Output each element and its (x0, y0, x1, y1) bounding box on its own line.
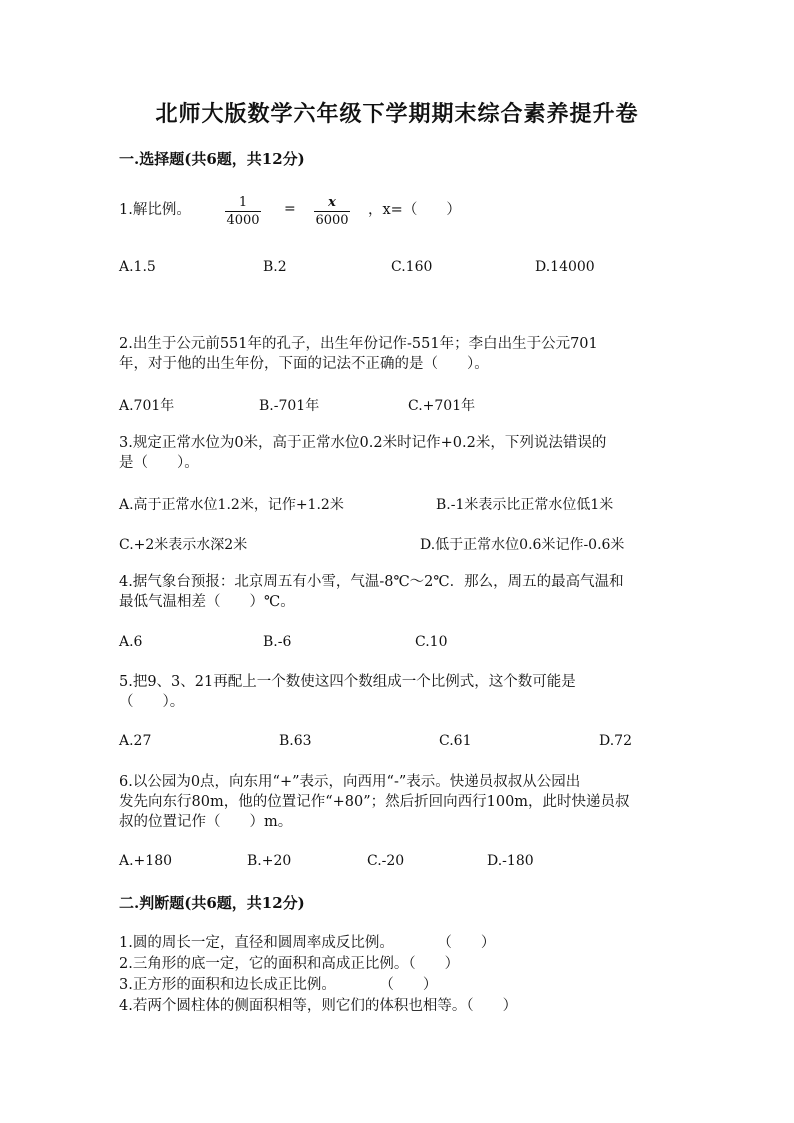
q5-line2: （ ）。 (119, 694, 185, 710)
section-heading-choice: 一.选择题(共6题，共12分) (119, 150, 305, 168)
q1-frac-right-num: x (328, 195, 336, 210)
q6-option-d[interactable]: D.-180 (487, 853, 534, 869)
q3-option-b[interactable]: B.-1米表示比正常水位低1米 (436, 497, 614, 513)
q4-option-b[interactable]: B.-6 (263, 634, 292, 650)
q3-option-d[interactable]: D.低于正常水位0.6米记作-0.6米 (420, 537, 625, 553)
judge-item-1: 1.圆的周长一定，直径和圆周率成反比例。 （ ） (119, 935, 496, 951)
page-title: 北师大版数学六年级下学期期末综合素养提升卷 (155, 101, 639, 127)
q5-option-d[interactable]: D.72 (599, 733, 632, 749)
q4-line1: 4.据气象台预报：北京周五有小雪，气温-8℃～2℃．那么，周五的最高气温和 (119, 574, 624, 590)
judge-item-3: 3.正方形的面积和边长成正比例。 （ ） (119, 977, 438, 993)
q1-option-c[interactable]: C.160 (391, 259, 433, 275)
q1-option-a[interactable]: A.1.5 (119, 259, 156, 275)
q6-option-b[interactable]: B.+20 (247, 853, 292, 869)
q3-option-c[interactable]: C.+2米表示水深2米 (119, 537, 248, 553)
judge-item-4: 4.若两个圆柱体的侧面积相等，则它们的体积也相等。（ ） (119, 998, 518, 1014)
q1-prefix: 1.解比例。 (119, 202, 191, 218)
q1-equals: = (284, 201, 296, 217)
section-heading-judgment: 二.判断题(共6题，共12分) (119, 894, 305, 912)
q5-option-b[interactable]: B.63 (279, 733, 312, 749)
judge-item-2: 2.三角形的底一定，它的面积和高成正比例。（ ） (119, 956, 460, 972)
q6-option-c[interactable]: C.-20 (367, 853, 405, 869)
q2-option-c[interactable]: C.+701年 (408, 398, 476, 414)
q2-option-a[interactable]: A.701年 (119, 398, 175, 414)
q1-fraction-right (314, 195, 350, 229)
q5-option-c[interactable]: C.61 (439, 733, 472, 749)
q5-option-a[interactable]: A.27 (119, 733, 152, 749)
q3-line2: 是（ ）。 (119, 455, 199, 471)
q4-option-c[interactable]: C.10 (415, 634, 448, 650)
q1-frac-left-den: 4000 (226, 213, 260, 228)
q4-option-a[interactable]: A.6 (119, 634, 143, 650)
q1-frac-left-num: 1 (238, 195, 248, 210)
q6-line1: 6.以公园为0点，向东用“+”表示，向西用“-”表示。快递员叔叔从公园出 (119, 774, 581, 790)
q6-line2: 发先向东行80m，他的位置记作“+80”；然后折回向西行100m，此时快递员叔 (119, 794, 630, 810)
q1-suffix: ，x=（ ） (368, 202, 461, 218)
q1-frac-right-den: 6000 (315, 213, 349, 228)
q3-line1: 3.规定正常水位为0米，高于正常水位0.2米时记作+0.2米，下列说法错误的 (119, 435, 607, 451)
q2-line2: 年，对于他的出生年份，下面的记法不正确的是（ ）。 (119, 356, 489, 372)
q6-option-a[interactable]: A.+180 (119, 853, 173, 869)
q6-line3: 叔的位置记作（ ）m。 (119, 814, 293, 830)
q1-option-d[interactable]: D.14000 (535, 259, 595, 275)
q1-option-b[interactable]: B.2 (263, 259, 287, 275)
q2-option-b[interactable]: B.-701年 (259, 398, 320, 414)
q1-fraction-left (225, 195, 261, 229)
q2-line1: 2.出生于公元前551年的孔子，出生年份记作-551年；李白出生于公元701 (119, 336, 598, 352)
q5-line1: 5.把9、3、21再配上一个数使这四个数组成一个比例式，这个数可能是 (119, 674, 576, 690)
q3-option-a[interactable]: A.高于正常水位1.2米，记作+1.2米 (119, 497, 344, 513)
q4-line2: 最低气温相差（ ）℃。 (119, 594, 295, 610)
